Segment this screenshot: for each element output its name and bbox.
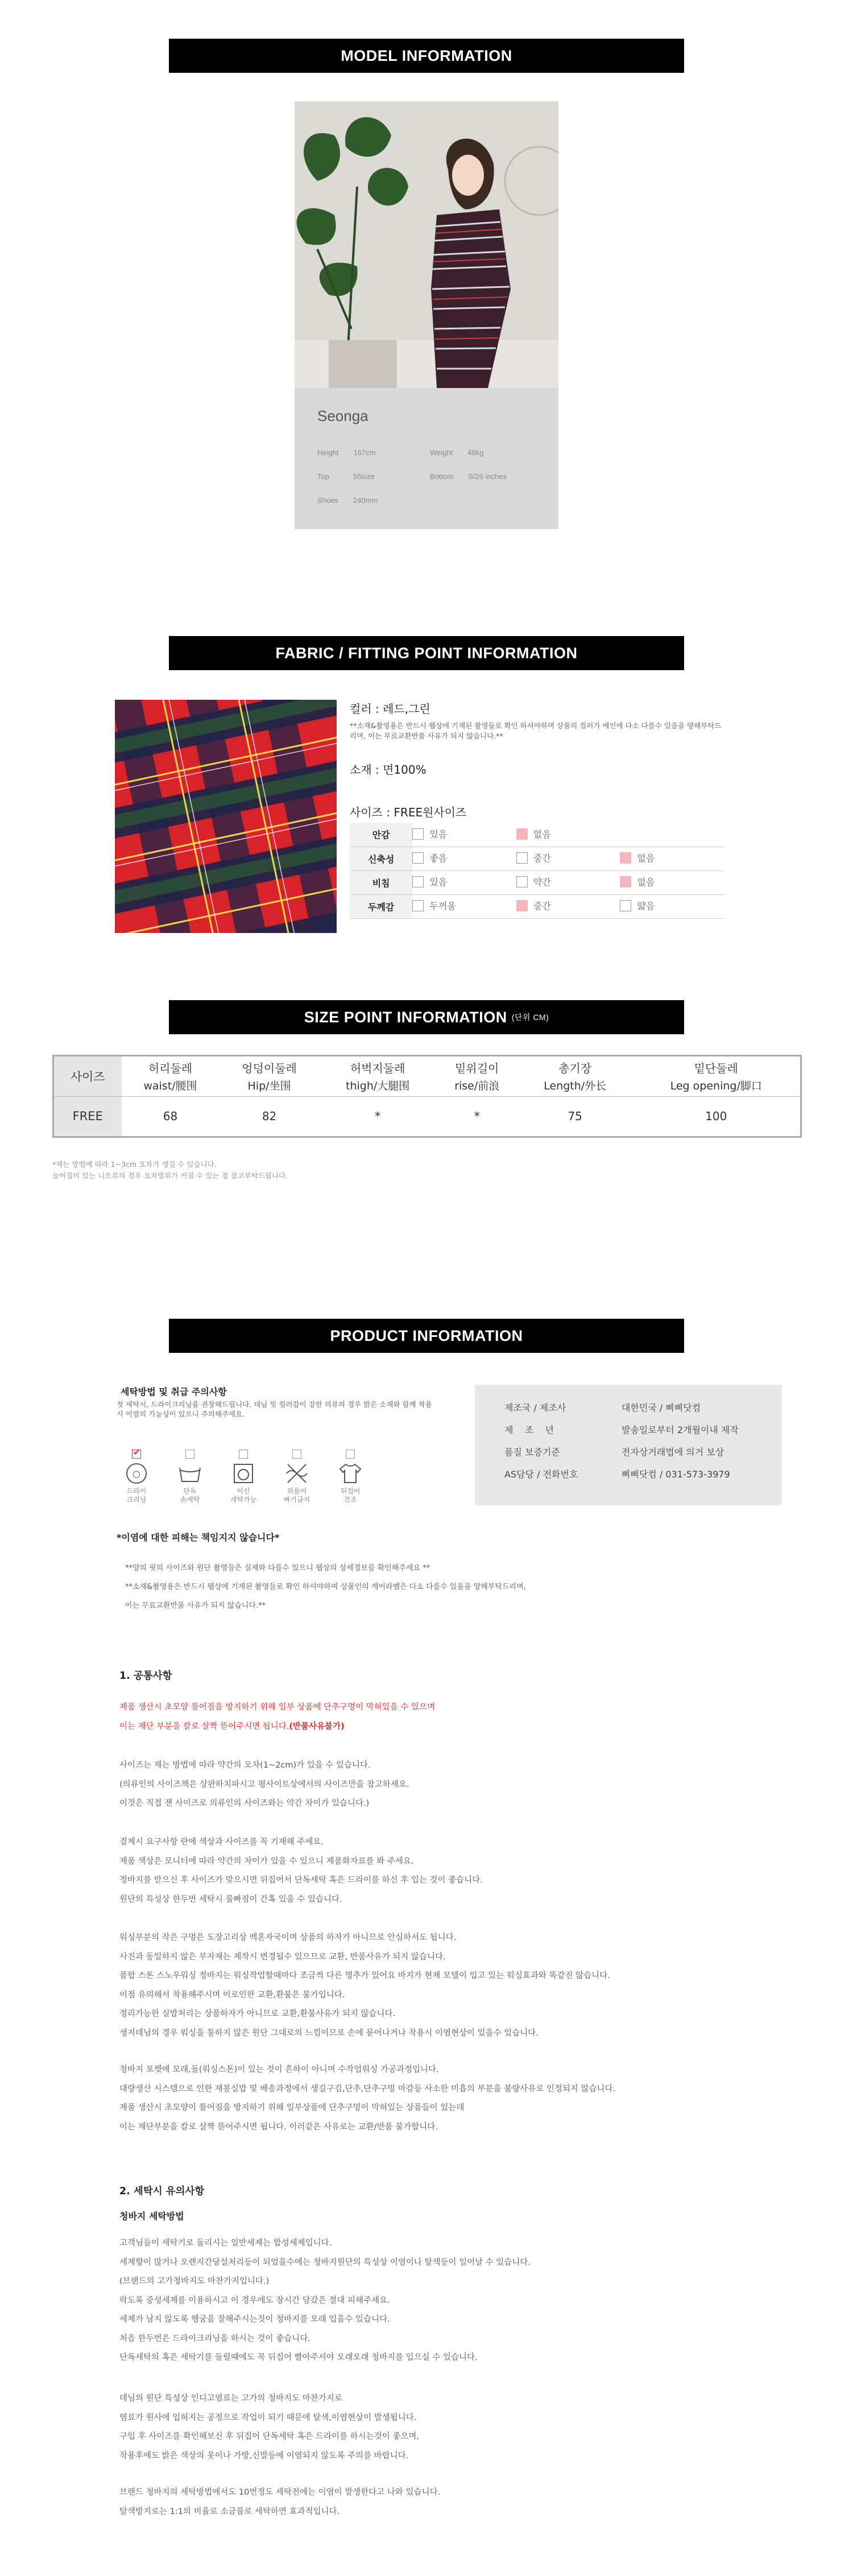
top-value: 55size bbox=[353, 472, 375, 481]
size-header-ko: 총기장 bbox=[558, 1062, 592, 1076]
height-label: Height bbox=[317, 448, 339, 457]
size-header-cell bbox=[632, 1056, 801, 1097]
size-cell: FREE bbox=[53, 1096, 122, 1137]
care-icons bbox=[117, 1450, 435, 1504]
fitting-option-label: 있음 bbox=[429, 829, 448, 840]
size-header-cell bbox=[219, 1056, 319, 1097]
model-top bbox=[317, 472, 375, 481]
paragraph-line: 워싱부분의 작은 구멍은 도장고리상 백혼자국이며 상품의 하자가 아니므로 안심하셔도 됩니다. bbox=[119, 1933, 457, 1942]
manufacturer-key: 품질 보증기준 bbox=[504, 1447, 560, 1458]
fitting-option bbox=[516, 875, 551, 888]
paragraph-line: 원단의 특성상 한두번 세탁시 물빠짐이 간혹 있을 수 있습니다. bbox=[119, 1894, 342, 1904]
fitting-label: 안감 bbox=[350, 823, 412, 847]
paragraph-line: (의류인의 사이즈책은 상판하치파시고 평사이트상에서의 사이즈만을 참고하세요. bbox=[119, 1780, 409, 1789]
paragraph-line: 이것은 직접 잰 사이즈로 의류인의 사이즈와는 약간 차이가 있습니다.) bbox=[119, 1799, 370, 1808]
care-unchecked-box bbox=[185, 1450, 194, 1459]
checked-box-icon bbox=[620, 852, 631, 864]
care-icon-item bbox=[170, 1450, 210, 1504]
top-label: Top bbox=[317, 472, 329, 481]
fitting-option-cell bbox=[412, 847, 516, 870]
section1-title: 1. 공통사항 bbox=[119, 1670, 172, 1682]
red-notice-no-return: (반품사유불가) bbox=[289, 1722, 345, 1731]
section1-paragraph-4 bbox=[119, 2061, 796, 2137]
size-header-cell bbox=[53, 1056, 122, 1097]
fitting-option bbox=[516, 827, 551, 840]
checked-box-icon bbox=[516, 828, 528, 840]
fitting-option bbox=[620, 875, 655, 888]
fitting-option-label: 없음 bbox=[533, 829, 551, 840]
fitting-option-cell bbox=[516, 847, 620, 870]
paragraph-line: (브랜드의 고가청바지도 마찬가지입니다.) bbox=[119, 2277, 270, 2286]
paragraph-line: 청바지 포켓에 모래,돌(워싱스톤)이 있는 것이 흔하이 아니며 수작업워싱 가공과정입니다. bbox=[119, 2065, 439, 2074]
section2-paragraph-1 bbox=[119, 2234, 796, 2368]
size-note-2: 늘어짐이 있는 니트류의 경우 오차범위가 커질 수 있는 점 참고부탁드립니다. bbox=[52, 1171, 288, 1180]
manufacturer-row bbox=[504, 1418, 782, 1440]
inside-out-dry-icon bbox=[330, 1462, 370, 1485]
size-header-en: rise/前浪 bbox=[454, 1080, 500, 1093]
manufacturer-row bbox=[504, 1440, 782, 1463]
fitting-option-label: 있음 bbox=[429, 877, 448, 888]
fitting-option bbox=[412, 851, 447, 864]
care-icon-item bbox=[330, 1450, 370, 1504]
red-notice-1: 제품 생산시 초모양 틀어짐을 방지하기 위해 일부 상품에 단추구멍이 막혀있을 수 있으며 bbox=[119, 1703, 435, 1712]
paragraph-line: 탈색방지로는 1:1의 비율로 소금물로 세탁하면 효과적입니다. bbox=[119, 2507, 340, 2516]
size-cell: 82 bbox=[262, 1109, 277, 1124]
fitting-option-label: 중간 bbox=[533, 901, 551, 912]
checked-box-icon bbox=[516, 900, 528, 911]
size-info-title: SIZE POINT INFORMATION bbox=[304, 1008, 507, 1026]
paragraph-line: 이점 유의해서 착용해주시며 이로인한 교환,환불은 불가입니다. bbox=[119, 1990, 345, 2000]
warning-note-line: 이는 무료교환반품 사유가 되지 않습니다.** bbox=[125, 1601, 266, 1610]
size-header-ko: 허리둘레 bbox=[148, 1062, 193, 1076]
section2-subtitle: 청바지 세탁방법 bbox=[119, 2211, 184, 2222]
model-bottom bbox=[430, 472, 507, 481]
unchecked-box-icon bbox=[412, 876, 424, 887]
fitting-option-label: 없음 bbox=[637, 853, 655, 864]
paragraph-line: 제품 생산시 초모양이 틀어짐을 방지하기 위해 일부상품에 단추구멍이 막혀있는 상품들이 있는데 bbox=[119, 2103, 465, 2112]
size-note bbox=[52, 1159, 288, 1182]
model-height bbox=[317, 448, 376, 457]
care-icon-caption: 드라이 크리닝 bbox=[126, 1487, 147, 1504]
unchecked-box-icon bbox=[412, 900, 424, 911]
dry-clean-icon bbox=[117, 1462, 156, 1485]
stain-warning: *이염에 대한 피해는 책임지지 않습니다* bbox=[117, 1532, 280, 1543]
product-info-banner bbox=[169, 1319, 684, 1353]
paragraph-line: 락도록 중성세제를 이용하시고 이 경우에도 장시간 담갔은 절대 피해주세요. bbox=[119, 2296, 390, 2305]
size-header-en: Leg opening/脚口 bbox=[670, 1080, 762, 1093]
manufacturer-key: 제 조 년 bbox=[504, 1425, 554, 1435]
fitting-option-label: 약간 bbox=[533, 877, 551, 888]
fabric-swatch bbox=[115, 700, 337, 933]
fitting-table bbox=[350, 823, 724, 919]
size-table bbox=[52, 1055, 802, 1138]
care-unchecked-box bbox=[292, 1450, 301, 1459]
bottom-value: S/26 inches bbox=[468, 472, 507, 481]
size-header-ko: 사이즈 bbox=[70, 1070, 105, 1084]
fabric-size: 사이즈 : FREE원사이즈 bbox=[350, 806, 467, 819]
paragraph-line: 세제향이 많거나 오렌지간당설처리등이 되었을수에는 청바지원단의 특성상 이염이나 탈색등이 일어날 수 있습니다. bbox=[119, 2257, 531, 2267]
care-icon-caption: 이신 세탁가능 bbox=[230, 1487, 257, 1504]
model-info-title: MODEL INFORMATION bbox=[341, 47, 512, 64]
size-cell: * bbox=[474, 1109, 480, 1124]
paragraph-line: 세제가 남지 않도록 헹굼을 잘해주시는것이 청바지를 오래 입을수 있습니다. bbox=[119, 2315, 390, 2324]
fitting-option-label: 두꺼움 bbox=[429, 901, 456, 912]
care-icon-item bbox=[277, 1450, 317, 1504]
care-icon-caption: 단독 손세탁 bbox=[180, 1487, 200, 1504]
section1-paragraph-3 bbox=[119, 1929, 796, 2043]
section1-paragraph-1 bbox=[119, 1756, 796, 1814]
red-notice-2: 이는 재단 부분을 칼로 살짝 뜯어주시면 됩니다. bbox=[119, 1722, 289, 1731]
manufacturer-value: 삐삐닷컴 / 031-573-3979 bbox=[622, 1469, 730, 1480]
fabric-color: 컬러 : 레드,그린 bbox=[350, 702, 430, 716]
fitting-label: 두께감 bbox=[350, 894, 412, 918]
height-value: 167cm bbox=[353, 448, 376, 457]
size-header-cell bbox=[122, 1056, 220, 1097]
manufacturer-row bbox=[504, 1463, 782, 1485]
warning-notes bbox=[125, 1559, 526, 1615]
size-header-ko: 밑단둘레 bbox=[694, 1062, 738, 1076]
paragraph-line: 품합 스톤 스노우워싱 정바지는 워싱작업할때마다 조금씩 다른 명추가 있어요 바지가 현재 모델이 입고 있는 워싱효과와 똑같진 않습니다. bbox=[119, 1971, 610, 1980]
fitting-row bbox=[350, 823, 724, 847]
fitting-label: 비침 bbox=[350, 870, 412, 894]
size-cell: 100 bbox=[705, 1109, 727, 1124]
manufacturer-value: 대한민국 / 삐삐닷컴 bbox=[622, 1402, 701, 1413]
paragraph-line: 고객님들이 세탁기로 돌리시는 일반세제는 합성세제입니다. bbox=[119, 2239, 332, 2248]
care-icon-item bbox=[117, 1450, 156, 1504]
fitting-option bbox=[620, 899, 655, 912]
size-header-cell bbox=[320, 1056, 436, 1097]
paragraph-line: 제품 색상은 모니터에 따라 약간의 차이가 있을 수 있으니 제품화자료를 봐 주세요. bbox=[119, 1856, 414, 1866]
size-header-ko: 엉덩이둘레 bbox=[242, 1062, 297, 1076]
weight-label: Weight bbox=[430, 448, 453, 457]
care-title: 세탁방법 및 취급 주의사항 bbox=[121, 1386, 227, 1397]
paragraph-line: 이는 재단부분을 칼로 살짝 뜯어주시면 됩니다. 이러같은 사유로는 교환/반품 불가합니다. bbox=[119, 2122, 438, 2132]
fitting-option-cell bbox=[516, 823, 620, 847]
fitting-option bbox=[620, 851, 655, 864]
fitting-option bbox=[412, 899, 456, 912]
paragraph-line: 단독세탁의 혹은 세탁기를 돌릴때에도 꼭 뒤집어 빨아주셔야 오래오래 청바지를 입으실 수 있습니다. bbox=[119, 2353, 478, 2362]
paragraph-line: 결제시 요구사항 란에 색상과 사이즈를 꼭 기재해 주세요. bbox=[119, 1838, 324, 1847]
paragraph-line: 사이즈는 재는 방법에 따라 약간의 오차(1~2cm)가 있을 수 있습니다. bbox=[119, 1761, 371, 1770]
checked-box-icon bbox=[620, 876, 631, 887]
unchecked-box-icon bbox=[516, 852, 528, 864]
paragraph-line: 브랜드 청바지의 세탁방법에서도 10번정도 세탁전에는 이염이 발생한다고 나와 있습니다. bbox=[119, 2488, 441, 2497]
fitting-option-cell bbox=[412, 894, 516, 918]
fitting-option-cell bbox=[620, 847, 724, 870]
fitting-row bbox=[350, 894, 724, 918]
fitting-option-label: 얇음 bbox=[637, 901, 655, 912]
fabric-info-title: FABRIC / FITTING POINT INFORMATION bbox=[275, 644, 578, 662]
size-cell: 75 bbox=[568, 1109, 582, 1124]
size-header-cell bbox=[436, 1056, 518, 1097]
paragraph-line: 염료가 원사에 입혀지는 공정으로 작업이 되기 때문에 탈색,이염현상이 발생됩니다. bbox=[119, 2413, 417, 2422]
fabric-info bbox=[350, 700, 748, 820]
fitting-option-cell bbox=[620, 894, 724, 918]
section1-paragraph-2 bbox=[119, 1833, 796, 1909]
fitting-option-label: 좋음 bbox=[429, 853, 448, 864]
unchecked-box-icon bbox=[516, 876, 528, 887]
fitting-option-cell bbox=[620, 823, 724, 847]
fitting-option bbox=[516, 899, 551, 912]
washing-machine-icon bbox=[223, 1462, 263, 1485]
paragraph-line: 정바지를 받으신 후 사이즈가 맞으시면 뒤집어서 단독세탁 혹은 드라이를 하신 후 입는 것이 좋습니다. bbox=[119, 1876, 483, 1885]
bottom-label: Bottom bbox=[430, 472, 454, 481]
plaid-fabric-image bbox=[115, 700, 337, 933]
model-name: Seonga bbox=[317, 407, 368, 424]
section2-paragraph-3 bbox=[119, 2483, 796, 2521]
model-photo-illustration bbox=[295, 101, 558, 388]
care-checked-box bbox=[132, 1450, 141, 1459]
unchecked-box-icon bbox=[412, 852, 424, 864]
size-header-en: waist/腰围 bbox=[143, 1080, 197, 1093]
paragraph-line: 생지데님의 경우 워싱을 통하지 않은 원단 그대로의 느낌이므로 손에 묻어나거나 착용시 이염현상이 있을수 있습니다. bbox=[119, 2028, 539, 2038]
fitting-option-cell bbox=[516, 894, 620, 918]
size-cell: 68 bbox=[163, 1109, 178, 1124]
paragraph-line: 사진과 동일하지 않은 부자재는 제작시 변경될수 있으므로 교환, 반품사유가 되지 않습니다. bbox=[119, 1952, 446, 1962]
fabric-color-note: **소재&촬영용은 반드시 웹상에 기재된 촬영들로 확인 하셔야하며 상품의 컬러가 메인에 다소 다를수 있음을 양해부탁드리며, 이는 무료교환반품 사유가 되지 않습니다.** bbox=[350, 721, 722, 740]
size-cell: * bbox=[375, 1109, 381, 1124]
shoes-label: Shoes bbox=[317, 496, 338, 505]
paragraph-line: 구입 후 사이즈를 확인해보신 후 뒤집어 단독세탁 혹은 드라이를 하시는것이 좋으며, bbox=[119, 2432, 419, 2441]
unchecked-box-icon bbox=[620, 900, 631, 911]
manufacturer-box bbox=[475, 1385, 782, 1505]
paragraph-line: 대량생산 시스템으로 인한 재봉실밥 및 배송과정에서 생길구김,단추,단추구멍 마감등 사소한 미흡의 부분을 불량사유로 인정되지 않습니다. bbox=[119, 2084, 616, 2094]
warning-note-line: **소재&촬영용은 반드시 웹상에 기재된 촬영들로 확인 하셔야하며 상품인의 케어라벨은 다소 다를수 있음을 양해부탁드리며, bbox=[125, 1583, 526, 1591]
fitting-option bbox=[412, 827, 447, 840]
model-weight bbox=[430, 448, 483, 457]
care-icon-caption: 뒤집어 건조 bbox=[340, 1487, 361, 1504]
paragraph-line: 데님의 원단 특성상 인디고염료는 고가의 청바지도 마찬가지로 bbox=[119, 2394, 342, 2403]
unchecked-box-icon bbox=[412, 828, 424, 840]
section2-paragraph-2 bbox=[119, 2389, 796, 2466]
model-card bbox=[295, 101, 558, 529]
model-photo bbox=[295, 101, 558, 388]
fitting-option-label: 중간 bbox=[533, 853, 551, 864]
manufacturer-key: AS담당 / 전화번호 bbox=[504, 1469, 578, 1480]
fitting-option-cell bbox=[620, 870, 724, 894]
fitting-row bbox=[350, 870, 724, 894]
size-header-en: Hip/坐围 bbox=[247, 1080, 291, 1093]
size-note-1: *재는 방법에 따라 1~3cm 오차가 생길 수 있습니다. bbox=[52, 1160, 217, 1169]
weight-value: 48kg bbox=[467, 448, 484, 457]
fitting-option-cell bbox=[412, 823, 516, 847]
size-header-en: Length/外长 bbox=[544, 1080, 607, 1093]
svg-text:○: ○ bbox=[132, 1468, 140, 1479]
care-icon-item bbox=[223, 1450, 263, 1504]
warning-note-line: **양의 핏의 사이즈와 원단 촬영들은 실제와 다를수 있으니 웹상의 상세정보를 확인해주세요 ** bbox=[125, 1564, 430, 1572]
size-header-ko: 밑위길이 bbox=[455, 1062, 499, 1076]
fitting-label: 신축성 bbox=[350, 847, 412, 870]
size-table-header bbox=[53, 1056, 801, 1097]
shoes-value: 240mm bbox=[353, 496, 378, 505]
size-header-cell bbox=[518, 1056, 632, 1097]
fitting-option bbox=[516, 851, 551, 864]
fitting-option-cell bbox=[412, 870, 516, 894]
section2-title: 2. 세탁시 유의사항 bbox=[119, 2186, 205, 2197]
fitting-row bbox=[350, 847, 724, 870]
fitting-option-label: 없음 bbox=[637, 877, 655, 888]
care-unchecked-box bbox=[346, 1450, 355, 1459]
model-info-banner bbox=[169, 39, 684, 73]
care-icon-caption: 위를어 짜기금지 bbox=[283, 1487, 310, 1504]
hand-wash-icon bbox=[170, 1462, 210, 1485]
fitting-option-cell bbox=[516, 870, 620, 894]
fabric-info-banner bbox=[169, 636, 684, 670]
paragraph-line: 착용후에도 밝은 색상의 옷이나 가방,신발등에 이염되지 않도록 주의를 바랍니다. bbox=[119, 2451, 409, 2461]
size-header-en: thigh/大腿围 bbox=[346, 1080, 410, 1093]
product-info-title: PRODUCT INFORMATION bbox=[330, 1327, 523, 1344]
model-shoes bbox=[317, 496, 378, 505]
section1-red-notice bbox=[119, 1698, 796, 1736]
paragraph-line: 처음 한두번은 드라이크리닝을 하시는 것이 좋습니다. bbox=[119, 2334, 310, 2343]
care-description: 첫 세탁시, 드라이크리닝을 권장해드립니다. 데님 및 컬러감이 강한 의류의 경우 밝은 소재와 함께 착용시 이염의 가능성이 있으니 주의해주세요. bbox=[117, 1400, 432, 1418]
manufacturer-value: 발송일로부터 2개월이내 제작 bbox=[622, 1425, 739, 1435]
manufacturer-value: 전자상거래법에 의거 보상 bbox=[622, 1447, 724, 1458]
fitting-option bbox=[412, 875, 447, 888]
size-info-banner bbox=[169, 1000, 684, 1034]
manufacturer-row bbox=[504, 1396, 782, 1418]
size-header-ko: 허벅지둘레 bbox=[350, 1062, 405, 1076]
size-unit: (단위 CM) bbox=[511, 1013, 549, 1022]
paragraph-line: 정리가능한 실밥처리는 상품하자가 아니므로 교환,환불사유가 되지 않습니다. bbox=[119, 2009, 396, 2018]
manufacturer-key: 제조국 / 제조사 bbox=[504, 1402, 566, 1413]
fabric-material: 소재 : 면100% bbox=[350, 763, 426, 777]
care-unchecked-box bbox=[239, 1450, 248, 1459]
size-table-row bbox=[53, 1096, 801, 1137]
no-wring-icon bbox=[277, 1462, 317, 1485]
